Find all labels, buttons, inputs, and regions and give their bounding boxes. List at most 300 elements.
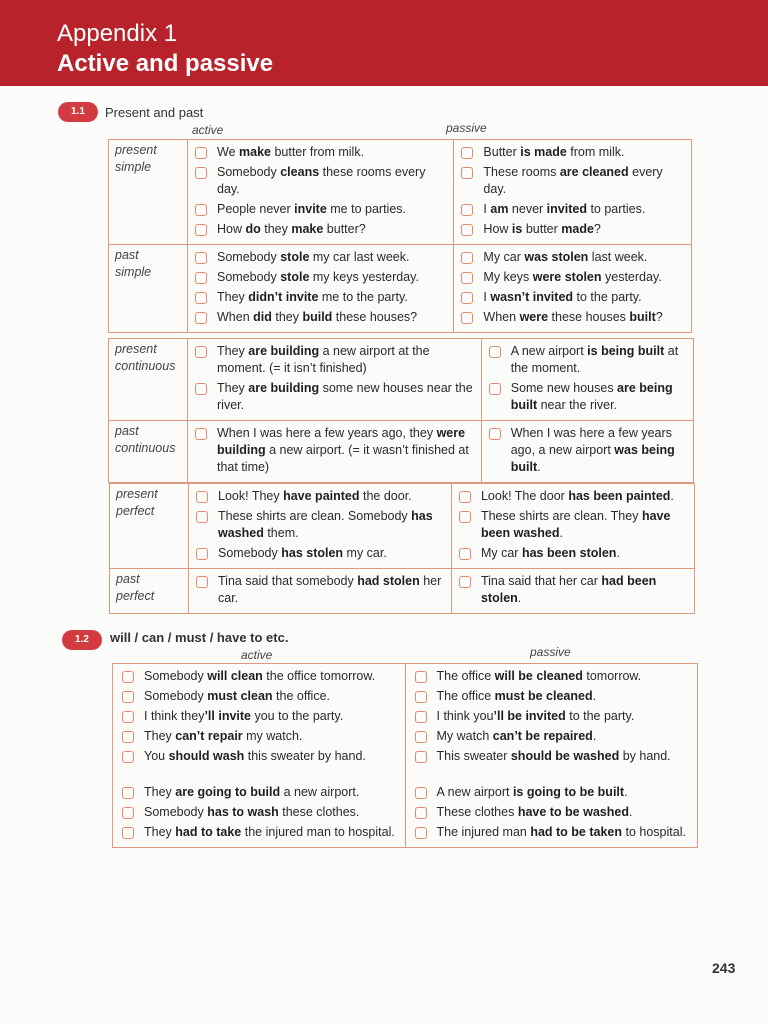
verb-form: will be cleaned [494, 669, 583, 683]
sentence-fragment: a new airport. (= it wasn’t finished at that time) [217, 443, 469, 474]
sentence-text [437, 668, 693, 685]
sentence-text [217, 343, 477, 377]
sentence-fragment: . [628, 805, 633, 819]
sentence-item [119, 824, 401, 841]
checkbox-icon[interactable] [196, 548, 208, 560]
sentence-text [511, 380, 689, 414]
passive-cell [405, 664, 697, 848]
tense-word: past [115, 424, 139, 438]
sentence-item [458, 164, 687, 198]
verb-form: is [511, 222, 523, 236]
tense-word: present [115, 143, 157, 157]
checkbox-icon[interactable] [415, 807, 427, 819]
checkbox-icon[interactable] [195, 428, 207, 440]
sentence-item [192, 309, 449, 326]
verb-form: invite [294, 202, 327, 216]
sentence-fragment: Tina said that somebody [218, 574, 358, 588]
sentence-text [483, 249, 687, 266]
verb-form: is going to be built [512, 785, 625, 799]
sentence-text [217, 164, 449, 198]
checkbox-icon[interactable] [415, 671, 427, 683]
sentence-item [486, 425, 689, 476]
sentence-item [456, 488, 690, 505]
sentence-fragment: to hospital. [622, 825, 686, 839]
sentence-item [486, 343, 689, 377]
sentence-fragment: When I was here a few years ago, a new airport [510, 426, 672, 457]
checkbox-icon[interactable] [461, 204, 473, 216]
verb-form: have been washed [480, 509, 671, 540]
checkbox-icon[interactable] [195, 272, 207, 284]
sentence-item [412, 708, 693, 725]
sentence-text [483, 309, 687, 326]
sentence-fragment: her car. [218, 574, 442, 605]
checkbox-icon[interactable] [415, 691, 427, 703]
verb-form: make [239, 145, 271, 159]
tense-word: present [115, 342, 157, 356]
sentence-text [217, 269, 449, 286]
tense-label [109, 339, 188, 421]
sentence-text [217, 221, 449, 238]
checkbox-icon[interactable] [489, 428, 501, 440]
sentence-fragment: These clothes [436, 805, 518, 819]
sentence-fragment: these rooms every day. [217, 165, 426, 196]
tense-word: perfect [116, 589, 155, 603]
sentence-item [412, 668, 693, 685]
spacer [119, 768, 401, 782]
active-cell [113, 664, 406, 848]
column-header-active-2: active [241, 648, 273, 662]
tense-word: simple [115, 160, 152, 174]
sentence-fragment: . [624, 785, 628, 799]
sentence-item [458, 309, 687, 326]
sentence-text [218, 545, 447, 562]
active-cell [188, 245, 454, 333]
table-row [113, 664, 698, 848]
sentence-fragment: by hand. [619, 749, 671, 763]
sentence-fragment: They [144, 825, 176, 839]
sentence-item [192, 425, 477, 476]
sentence-item [192, 221, 449, 238]
sentence-item [458, 289, 687, 306]
table-row [110, 569, 695, 614]
spacer [412, 768, 693, 782]
sentence-item [412, 824, 693, 841]
checkbox-icon[interactable] [195, 204, 207, 216]
sentence-fragment: My car [480, 546, 522, 560]
checkbox-icon[interactable] [195, 224, 207, 236]
verb-form: had to be taken [530, 825, 623, 839]
verb-form: were [519, 310, 549, 324]
checkbox-icon[interactable] [122, 691, 134, 703]
sentence-item [193, 488, 447, 505]
sentence-text [511, 425, 689, 476]
sentence-text [217, 144, 449, 161]
sentence-item [456, 545, 690, 562]
verb-form: has washed [218, 509, 433, 540]
sentence-fragment: Somebody [217, 165, 281, 179]
sentence-fragment: Somebody [217, 270, 281, 284]
sentence-fragment: Somebody [217, 250, 281, 264]
verb-form: made [561, 222, 594, 236]
sentence-item [486, 380, 689, 414]
sentence-text [144, 804, 401, 821]
sentence-fragment: . [517, 591, 522, 605]
verb-form: are going to build [175, 785, 281, 799]
checkbox-icon[interactable] [415, 731, 427, 743]
sentence-item [458, 201, 687, 218]
sentence-fragment: How [483, 222, 512, 236]
sentence-fragment: Somebody [144, 669, 208, 683]
checkbox-icon[interactable] [461, 312, 473, 324]
verb-form: are being built [510, 381, 673, 412]
sentence-fragment: these clothes. [278, 805, 360, 819]
tense-word: perfect [116, 504, 155, 518]
checkbox-icon[interactable] [489, 383, 501, 395]
checkbox-icon[interactable] [122, 671, 134, 683]
checkbox-icon[interactable] [122, 731, 134, 743]
sentence-item [192, 249, 449, 266]
sentence-fragment: the injured man to hospital. [241, 825, 395, 839]
verb-form: did [253, 310, 272, 324]
sentence-fragment: ? [593, 222, 601, 236]
checkbox-icon[interactable] [195, 346, 207, 358]
tense-label [109, 140, 188, 245]
verb-form: stole [280, 270, 310, 284]
sentence-text [437, 824, 693, 841]
column-header-passive-2: passive [530, 645, 571, 659]
sentence-fragment: to the party. [573, 290, 642, 304]
sentence-fragment: the office. [272, 689, 330, 703]
sentence-item [458, 144, 687, 161]
sentence-fragment: . [592, 689, 597, 703]
sentence-fragment: They [144, 785, 176, 799]
verb-form: had been stolen [480, 574, 657, 605]
sentence-fragment: When [483, 310, 520, 324]
passive-cell [451, 569, 694, 614]
sentence-fragment: You [144, 749, 169, 763]
tense-word: continuous [115, 441, 176, 455]
header-banner [0, 0, 768, 86]
active-cell [188, 339, 482, 421]
checkbox-icon[interactable] [415, 787, 427, 799]
checkbox-icon[interactable] [195, 147, 207, 159]
sentence-fragment: When I was here a few years ago, they [217, 426, 437, 440]
checkbox-icon[interactable] [122, 751, 134, 763]
verb-form: has to wash [207, 805, 279, 819]
sentence-fragment: my watch. [242, 729, 303, 743]
passive-cell [481, 339, 693, 421]
checkbox-icon[interactable] [489, 346, 501, 358]
checkbox-icon[interactable] [459, 491, 471, 503]
checkbox-icon[interactable] [459, 548, 471, 560]
tense-word: past [115, 248, 139, 262]
appendix-title: Appendix 1 [57, 20, 178, 47]
sentence-text [217, 289, 449, 306]
sentence-fragment: the door. [359, 489, 412, 503]
verb-form: can’t be repaired [492, 729, 593, 743]
sentence-fragment: I think they [144, 709, 205, 723]
verb-form: was being built [510, 443, 675, 474]
sentence-fragment: . [592, 729, 597, 743]
tense-word: simple [115, 265, 152, 279]
checkbox-icon[interactable] [459, 576, 471, 588]
sentence-text [481, 488, 690, 505]
column-header-active: active [192, 123, 224, 137]
sentence-text [144, 824, 401, 841]
checkbox-icon[interactable] [459, 511, 471, 523]
verb-form: is being built [587, 344, 665, 358]
sentence-fragment: ? [655, 310, 663, 324]
sentence-fragment: The office [436, 669, 495, 683]
verb-form: must clean [207, 689, 273, 703]
sentence-item [119, 748, 401, 765]
sentence-item [192, 289, 449, 306]
verb-form: should be washed [510, 749, 620, 763]
active-cell [189, 569, 452, 614]
sentence-fragment: This sweater [436, 749, 511, 763]
sentence-fragment: the office tomorrow. [262, 669, 376, 683]
checkbox-icon[interactable] [461, 224, 473, 236]
sentence-fragment: they [271, 310, 303, 324]
sentence-item [119, 668, 401, 685]
checkbox-icon[interactable] [196, 511, 208, 523]
tense-label [109, 421, 188, 483]
checkbox-icon[interactable] [195, 312, 207, 324]
verb-form: have to be washed [517, 805, 629, 819]
sentence-fragment: These shirts are clean. Somebody [218, 509, 412, 523]
verb-form: had stolen [357, 574, 420, 588]
verb-form: make [291, 222, 324, 236]
sentence-fragment: butter? [323, 222, 366, 236]
checkbox-icon[interactable] [122, 787, 134, 799]
sentence-fragment: to the party. [565, 709, 635, 723]
table-modal [112, 663, 698, 848]
sentence-text [483, 289, 687, 306]
passive-cell [451, 484, 694, 569]
sentence-fragment: My keys [483, 270, 533, 284]
checkbox-icon[interactable] [122, 711, 134, 723]
sentence-fragment: my car. [343, 546, 387, 560]
sentence-fragment: to parties. [586, 202, 646, 216]
sentence-item [456, 573, 690, 607]
table-row [110, 484, 695, 569]
sentence-item [456, 508, 690, 542]
checkbox-icon[interactable] [461, 292, 473, 304]
sentence-item [192, 201, 449, 218]
sentence-fragment: these houses? [332, 310, 418, 324]
sentence-item [119, 708, 401, 725]
checkbox-icon[interactable] [195, 252, 207, 264]
section-badge-1-2: 1.2 [62, 630, 102, 650]
sentence-item [458, 269, 687, 286]
sentence-fragment: Somebody [144, 689, 208, 703]
table-row [109, 339, 694, 421]
sentence-fragment: Somebody [144, 805, 208, 819]
passive-cell [454, 140, 692, 245]
checkbox-icon[interactable] [122, 827, 134, 839]
sentence-fragment: never [508, 202, 547, 216]
verb-form: are building [248, 381, 320, 395]
checkbox-icon[interactable] [415, 827, 427, 839]
sentence-fragment: you to the party. [251, 709, 344, 723]
sentence-fragment: I [483, 202, 491, 216]
sentence-fragment: A new airport [436, 785, 513, 799]
verb-form: were stolen [532, 270, 602, 284]
sentence-fragment: The office [436, 689, 495, 703]
sentence-text [483, 164, 687, 198]
sentence-item [458, 221, 687, 238]
table-simple [108, 139, 692, 333]
sentence-fragment: My watch [436, 729, 493, 743]
sentence-item [412, 784, 693, 801]
checkbox-icon[interactable] [196, 576, 208, 588]
verb-form: has been stolen [521, 546, 617, 560]
sentence-item [192, 380, 477, 414]
checkbox-icon[interactable] [196, 491, 208, 503]
verb-form: should wash [168, 749, 245, 763]
sentence-item [458, 249, 687, 266]
sentence-text [483, 269, 687, 286]
sentence-fragment: them. [263, 526, 299, 540]
sentence-fragment: Somebody [218, 546, 282, 560]
checkbox-icon[interactable] [461, 272, 473, 284]
sentence-item [193, 545, 447, 562]
verb-form: must be cleaned [494, 689, 593, 703]
table-perfect [109, 483, 695, 614]
verb-form: had to take [175, 825, 242, 839]
sentence-text [144, 668, 401, 685]
sentence-fragment: The injured man [436, 825, 531, 839]
sentence-fragment: . [616, 546, 620, 560]
sentence-fragment: A new airport [510, 344, 588, 358]
verb-form: have painted [283, 489, 360, 503]
sentence-fragment: They [144, 729, 176, 743]
sentence-fragment: These rooms [483, 165, 560, 179]
sentence-text [437, 688, 693, 705]
sentence-fragment: How [217, 222, 246, 236]
sentence-item [412, 688, 693, 705]
checkbox-icon[interactable] [122, 807, 134, 819]
checkbox-icon[interactable] [415, 711, 427, 723]
tense-word: present [116, 487, 158, 501]
sentence-fragment: They [217, 381, 249, 395]
sentence-fragment: they [260, 222, 292, 236]
sentence-text [511, 343, 689, 377]
verb-form: has been painted [568, 489, 671, 503]
sentence-text [483, 144, 687, 161]
sentence-text [437, 804, 693, 821]
sentence-text [144, 688, 401, 705]
verb-form: cleans [280, 165, 320, 179]
sentence-item [119, 728, 401, 745]
sentence-fragment: People never [217, 202, 295, 216]
verb-form: was stolen [524, 250, 589, 264]
sentence-text [144, 708, 401, 725]
verb-form: are building [248, 344, 320, 358]
sentence-fragment: Look! The door [480, 489, 569, 503]
sentence-text [144, 748, 401, 765]
sentence-text [218, 573, 447, 607]
verb-form: am [490, 202, 509, 216]
sentence-fragment: They [217, 290, 249, 304]
sentence-item [193, 573, 447, 607]
sentence-item [412, 728, 693, 745]
active-cell [188, 140, 454, 245]
sentence-item [192, 144, 449, 161]
sentence-fragment: When [217, 310, 254, 324]
section-title-1-2: will / can / must / have to etc. [110, 630, 289, 645]
sentence-fragment: some new houses near the river. [217, 381, 473, 412]
verb-form: do [245, 222, 261, 236]
checkbox-icon[interactable] [461, 167, 473, 179]
sentence-fragment: . [559, 526, 563, 540]
tense-label [109, 245, 188, 333]
sentence-fragment: Butter [483, 145, 521, 159]
verb-form: ’ll invite [204, 709, 251, 723]
sentence-text [217, 309, 449, 326]
verb-form: ’ll be invited [493, 709, 566, 723]
sentence-fragment: from milk. [566, 145, 625, 159]
tense-label [110, 569, 189, 614]
sentence-fragment: . [670, 489, 674, 503]
checkbox-icon[interactable] [415, 751, 427, 763]
active-cell [189, 484, 452, 569]
table-row [109, 245, 692, 333]
sentence-fragment: near the river. [537, 398, 618, 412]
sentence-item [119, 804, 401, 821]
section-title-1-1: Present and past [105, 105, 204, 120]
verb-form: stole [280, 250, 310, 264]
verb-form: is made [520, 145, 567, 159]
sentence-fragment: Some new houses [510, 381, 618, 395]
sentence-fragment: Tina said that her car [480, 574, 602, 588]
column-header-passive: passive [446, 121, 487, 135]
sentence-item [412, 748, 693, 765]
sentence-text [218, 488, 447, 505]
sentence-text [481, 508, 690, 542]
sentence-fragment: my keys yesterday. [309, 270, 419, 284]
checkbox-icon[interactable] [195, 167, 207, 179]
sentence-fragment: Look! They [218, 489, 284, 503]
checkbox-icon[interactable] [195, 292, 207, 304]
checkbox-icon[interactable] [461, 147, 473, 159]
sentence-text [483, 221, 687, 238]
sentence-item [193, 508, 447, 542]
sentence-item [412, 804, 693, 821]
checkbox-icon[interactable] [461, 252, 473, 264]
sentence-text [144, 784, 401, 801]
sentence-fragment: this sweater by hand. [244, 749, 366, 763]
sentence-fragment: me to the party. [318, 290, 408, 304]
sentence-text [437, 784, 693, 801]
sentence-text [217, 380, 477, 414]
sentence-text [218, 508, 447, 542]
sentence-text [437, 708, 693, 725]
sentence-fragment: every day. [483, 165, 663, 196]
sentence-item [192, 164, 449, 198]
passive-cell [454, 245, 692, 333]
sentence-text [437, 728, 693, 745]
sentence-text [437, 748, 693, 765]
checkbox-icon[interactable] [195, 383, 207, 395]
sentence-item [192, 269, 449, 286]
sentence-item [192, 343, 477, 377]
sentence-fragment: They [217, 344, 249, 358]
sentence-text [483, 201, 687, 218]
verb-form: built [629, 310, 656, 324]
sentence-fragment: my car last week. [309, 250, 410, 264]
sentence-text [217, 425, 477, 476]
